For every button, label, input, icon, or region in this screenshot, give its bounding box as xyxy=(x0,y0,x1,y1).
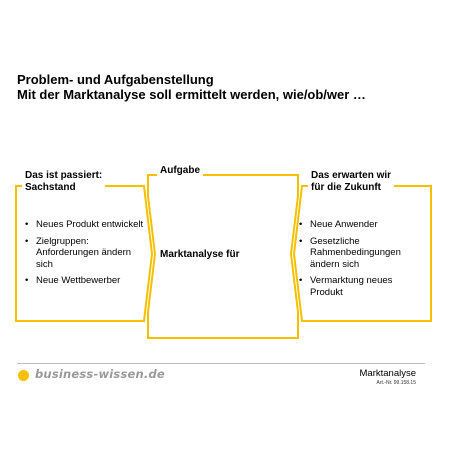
left-bullet-list xyxy=(24,219,144,292)
right-bullet-list xyxy=(298,219,420,303)
list-item: • Gesetzliche Rahmenbedingungen ändern sich xyxy=(298,236,420,271)
center-panel-heading: Aufgabe xyxy=(157,165,203,177)
left-heading-line-1: Das ist passiert: xyxy=(25,170,103,181)
center-panel-label: Marktanalyse für xyxy=(160,249,240,260)
title-line-1: Problem- und Aufgabenstellung xyxy=(17,72,214,87)
list-item: • Neue Anwender xyxy=(298,219,420,231)
title-line-2: Mit der Marktanalyse soll ermittelt werden, wie/ob/wer … xyxy=(17,87,366,102)
list-item: • Neue Wettbewerber xyxy=(24,275,144,287)
document-title: Marktanalyse xyxy=(359,368,416,379)
brand-dot-icon xyxy=(18,370,29,381)
list-item: • Neues Produkt entwickelt xyxy=(24,219,144,231)
brand-logo-text: business-wissen.de xyxy=(35,367,165,381)
right-heading-line-2: für die Zukunft xyxy=(311,182,381,193)
footer-divider xyxy=(17,363,425,364)
right-panel-heading xyxy=(308,170,394,194)
list-item: • Vermarktung neues Produkt xyxy=(298,275,420,298)
left-heading-line-2: Sachstand xyxy=(25,182,76,193)
list-item: • Zielgruppen: Anforderungen ändern sich xyxy=(24,236,144,271)
document-number: Art.-Nr. 99.158.15 xyxy=(376,380,416,386)
right-heading-line-1: Das erwarten wir xyxy=(311,170,392,181)
left-panel-heading xyxy=(22,170,105,194)
